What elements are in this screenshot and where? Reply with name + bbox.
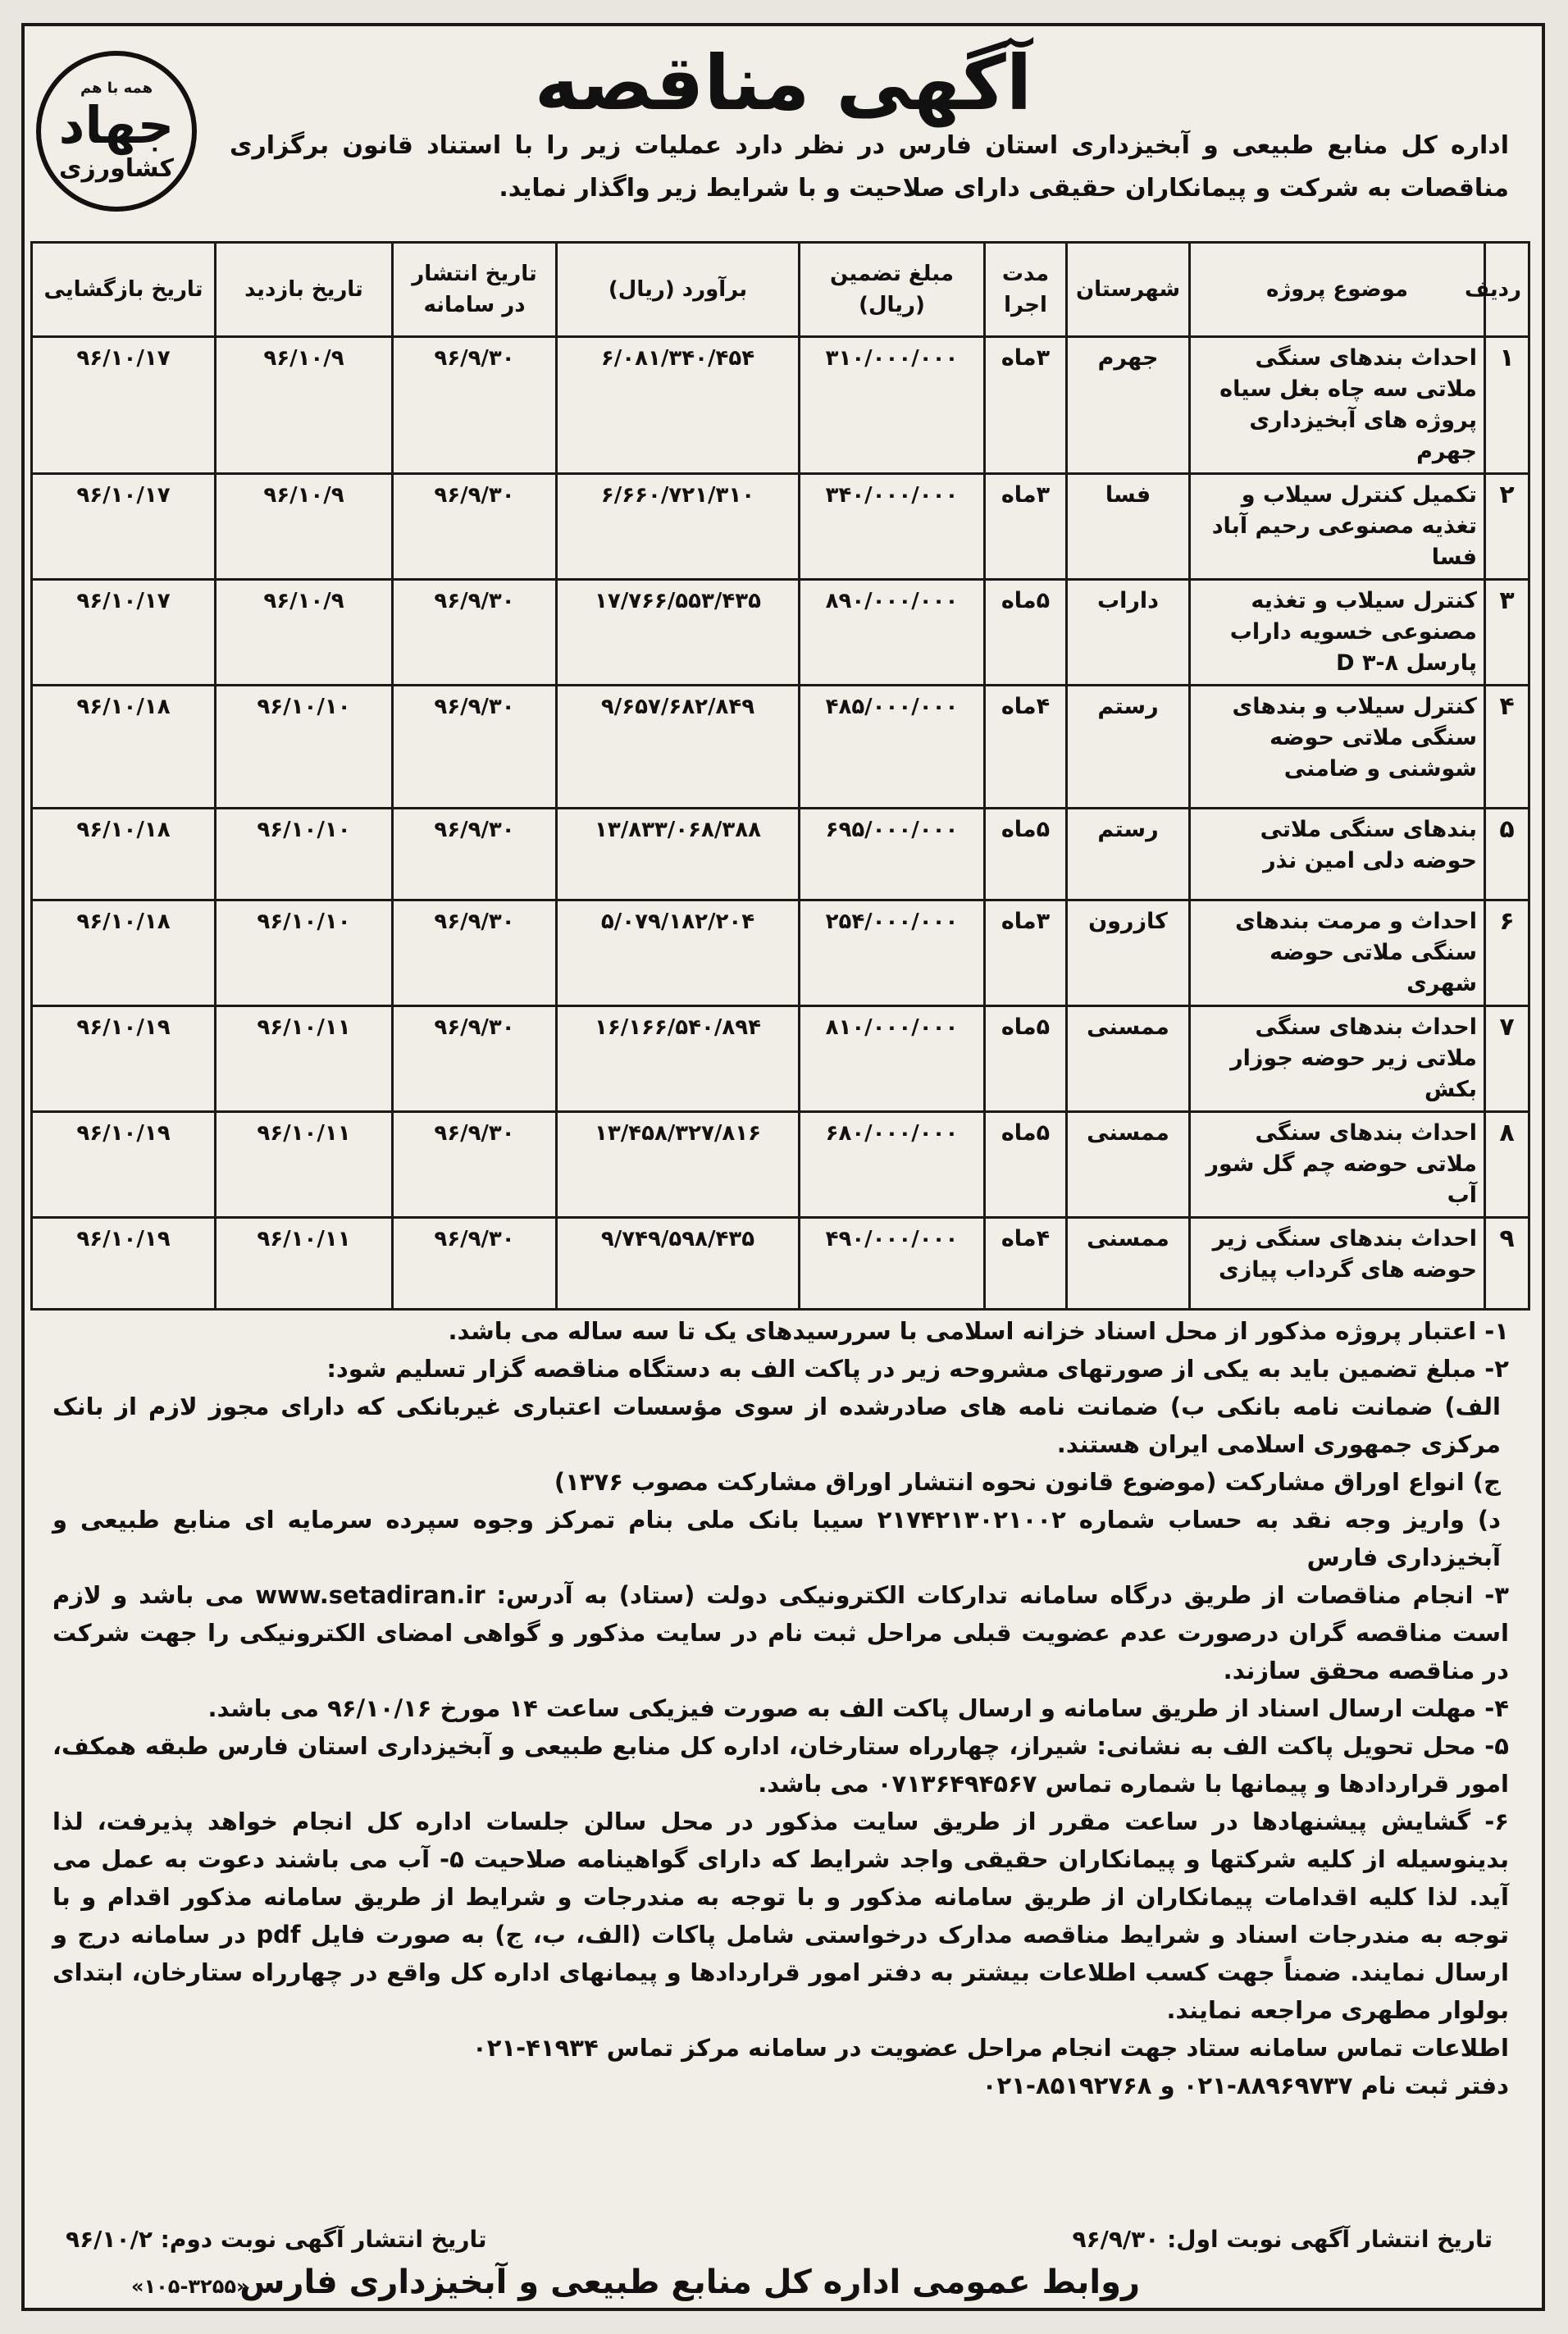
cell-estimate: ۱۶/۱۶۶/۵۴۰/۸۹۴ [557,1006,800,1112]
cell-city: ممسنی [1067,1218,1190,1310]
cell-row-number: ۸ [1485,1112,1529,1218]
cell-opening-date: ۹۶/۱۰/۱۷ [32,337,216,474]
table-row [32,1112,1529,1218]
cell-row-number: ۹ [1485,1218,1529,1310]
intro-paragraph: اداره کل منابع طبیعی و آبخیزداری استان فارس در نظر دارد عملیات زیر را با استناد قانون برگزاری مناقصات به شرکت و پیمانکاران حقیقی دارای صلاحیت و با شرایط زیر واگذار نماید. [230,131,1509,203]
cell-subject: کنترل سیلاب و بندهای سنگی ملاتی حوضه شوشنی و ضامنی [1190,686,1485,809]
cell-publish-date: ۹۶/۹/۳۰ [393,337,557,474]
cell-guarantee: ۸۹۰/۰۰۰/۰۰۰ [800,580,985,686]
cell-row-number: ۳ [1485,580,1529,686]
cell-publish-date: ۹۶/۹/۳۰ [393,686,557,809]
cell-estimate: ۱۷/۷۶۶/۵۵۳/۴۳۵ [557,580,800,686]
cell-estimate: ۵/۰۷۹/۱۸۲/۲۰۴ [557,900,800,1006]
table-row [32,337,1529,474]
cell-visit-date: ۹۶/۱۰/۱۰ [216,809,393,900]
cell-duration: ۵ماه [985,1112,1067,1218]
cell-duration: ۵ماه [985,809,1067,900]
condition-3: ۳- انجام مناقصات از طریق درگاه سامانه تدارکات الکترونیکی دولت (ستاد) به آدرس: www.setadiran.ir می باشد و لازم است مناقصه گران درصورت عدم عضویت قبلی مراحل ثبت نام در سایت مذکور و گواهی امضای الکترونیکی را جهت شرکت در مناقصه محقق سازند. [52,1581,1509,1684]
cell-guarantee: ۴۸۵/۰۰۰/۰۰۰ [800,686,985,809]
header-city: شهرستان [1067,243,1190,337]
cell-estimate: ۶/۰۸۱/۳۴۰/۴۵۴ [557,337,800,474]
cell-estimate: ۶/۶۶۰/۷۲۱/۳۱۰ [557,474,800,580]
notice-code: «۱۰۵-۳۲۵۵» [131,2275,249,2298]
cell-city: داراب [1067,580,1190,686]
cell-city: ممسنی [1067,1112,1190,1218]
cell-estimate: ۱۳/۸۳۳/۰۶۸/۳۸۸ [557,809,800,900]
cell-duration: ۴ماه [985,1218,1067,1310]
cell-publish-date: ۹۶/۹/۳۰ [393,474,557,580]
table-row [32,1218,1529,1310]
cell-opening-date: ۹۶/۱۰/۱۹ [32,1006,216,1112]
header-subject: موضوع پروژه [1190,243,1485,337]
table-row [32,1006,1529,1112]
cell-opening-date: ۹۶/۱۰/۱۹ [32,1218,216,1310]
publish-dates [66,2226,1493,2253]
cell-visit-date: ۹۶/۱۰/۱۰ [216,900,393,1006]
cell-subject: احداث و مرمت بندهای سنگی ملاتی حوضه شهری [1190,900,1485,1006]
cell-row-number: ۱ [1485,337,1529,474]
table-header-row [32,243,1529,337]
condition-2-d: د) واریز وجه نقد به حساب شماره ۲۱۷۴۲۱۳۰۲۱۰۰۲ سیبا بانک ملی بنام تمرکز وجوه سپرده سرمایه ای منابع طبیعی و آبخیزداری فارس [52,1506,1501,1571]
cell-estimate: ۹/۷۴۹/۵۹۸/۴۳۵ [557,1218,800,1310]
tender-notice [21,23,1545,2311]
cell-city: کازرون [1067,900,1190,1006]
cell-opening-date: ۹۶/۱۰/۱۷ [32,580,216,686]
cell-guarantee: ۸۱۰/۰۰۰/۰۰۰ [800,1006,985,1112]
cell-publish-date: ۹۶/۹/۳۰ [393,1218,557,1310]
cell-row-number: ۶ [1485,900,1529,1006]
table-row [32,900,1529,1006]
cell-row-number: ۵ [1485,809,1529,900]
table-row [32,686,1529,809]
cell-city: جهرم [1067,337,1190,474]
condition-2: ۲- مبلغ تضمین باید به یکی از صورتهای مشروحه زیر در پاکت الف به دستگاه مناقصه گزار تسلیم شود: [326,1355,1509,1383]
cell-opening-date: ۹۶/۱۰/۱۷ [32,474,216,580]
condition-2-a: الف) ضمانت نامه بانکی ب) ضمانت نامه های صادرشده از سوی مؤسسات اعتباری غیربانکی که دارای مجوز لازم از بانک مرکزی جمهوری اسلامی ایران هستند. [52,1393,1501,1458]
cell-visit-date: ۹۶/۱۰/۹ [216,580,393,686]
cell-estimate: ۹/۶۵۷/۶۸۲/۸۴۹ [557,686,800,809]
cell-publish-date: ۹۶/۹/۳۰ [393,580,557,686]
cell-guarantee: ۲۵۴/۰۰۰/۰۰۰ [800,900,985,1006]
cell-visit-date: ۹۶/۱۰/۹ [216,474,393,580]
cell-subject: کنترل سیلاب و تغذیه مصنوعی خسویه داراب پارسل D ۳-۸ [1190,580,1485,686]
logo-top-text: همه با هم [80,80,153,97]
cell-opening-date: ۹۶/۱۰/۱۸ [32,900,216,1006]
cell-city: رستم [1067,809,1190,900]
header-opening-date: تاریخ بازگشایی [32,243,216,337]
cell-subject: بندهای سنگی ملاتی حوضه دلی امین نذر [1190,809,1485,900]
cell-opening-date: ۹۶/۱۰/۱۹ [32,1112,216,1218]
notice-title: آگهی مناقصه [534,39,1032,127]
cell-visit-date: ۹۶/۱۰/۱۱ [216,1112,393,1218]
contact-info: اطلاعات تماس سامانه ستاد جهت انجام مراحل عضویت در سامانه مرکز تماس ۴۱۹۳۴-۰۲۱ [472,2034,1509,2062]
header-guarantee: مبلغ تضمین (ریال) [800,243,985,337]
condition-4: ۴- مهلت ارسال اسناد از طریق سامانه و ارسال پاکت الف به صورت فیزیکی ساعت ۱۴ مورخ ۹۶/۱۰/۱۶ می باشد. [207,1694,1509,1722]
condition-5: ۵- محل تحویل پاکت الف به نشانی: شیراز، چهارراه ستارخان، اداره کل منابع طبیعی و آبخیزداری استان فارس طبقه همکف، امور قراردادها و پیمانها با شماره تماس ۰۷۱۳۶۴۹۴۵۶۷ می باشد. [52,1732,1509,1798]
cell-opening-date: ۹۶/۱۰/۱۸ [32,809,216,900]
condition-1: ۱- اعتبار پروژه مذکور از محل اسناد خزانه اسلامی با سررسیدهای یک تا سه ساله می باشد. [448,1317,1509,1345]
cell-row-number: ۴ [1485,686,1529,809]
cell-guarantee: ۶۹۵/۰۰۰/۰۰۰ [800,809,985,900]
header-row-number: ردیف [1485,243,1529,337]
cell-guarantee: ۳۴۰/۰۰۰/۰۰۰ [800,474,985,580]
cell-visit-date: ۹۶/۱۰/۹ [216,337,393,474]
table-row [32,809,1529,900]
header-visit-date: تاریخ بازدید [216,243,393,337]
cell-duration: ۴ماه [985,686,1067,809]
header-duration: مدت اجرا [985,243,1067,337]
cell-subject: تکمیل کنترل سیلاب و تغذیه مصنوعی رحیم آباد فسا [1190,474,1485,580]
cell-city: رستم [1067,686,1190,809]
cell-city: فسا [1067,474,1190,580]
header-estimate: برآورد (ریال) [557,243,800,337]
logo-bottom-text: کشاورزی [59,154,174,183]
cell-opening-date: ۹۶/۱۰/۱۸ [32,686,216,809]
cell-duration: ۳ماه [985,337,1067,474]
condition-6: ۶- گشایش پیشنهادها در ساعت مقرر از طریق سایت مذکور در محل سالن جلسات اداره کل انجام خواهد پذیرفت، لذا بدینوسیله از کلیه شرکتها و پیمانکاران حقیقی واجد شرایط که دارای گواهینامه صلاحیت ۵- آب می باشند دعوت به عمل می آید. لذا کلیه اقدامات پیمانکاران از طریق سامانه مذکور و با توجه به مندرجات و شرایط از طریق سامانه مذکور اقدام و با توجه به مندرجات اسناد و شرایط مناقصه مدارک درخواستی شامل پاکات (الف، ب، ج) به صورت فایل pdf در سامانه درج و ارسال نمایند. ضمناً جهت کسب اطلاعات بیشتر به دفتر امور قراردادها و پیمانهای اداره کل واقع در چهارراه ستارخان، ابتدای بولوار مطهری مراجعه نمایند. [52,1807,1509,2024]
cell-publish-date: ۹۶/۹/۳۰ [393,1006,557,1112]
cell-duration: ۵ماه [985,1006,1067,1112]
cell-visit-date: ۹۶/۱۰/۱۰ [216,686,393,809]
condition-2-c: ج) انواع اوراق مشارکت (موضوع قانون نحوه انتشار اوراق مشارکت مصوب ۱۳۷۶) [554,1468,1501,1496]
cell-guarantee: ۴۹۰/۰۰۰/۰۰۰ [800,1218,985,1310]
cell-duration: ۳ماه [985,474,1067,580]
conditions-section [52,1312,1509,2104]
cell-subject: احداث بندهای سنگی ملاتی زیر حوضه جوزار بکش [1190,1006,1485,1112]
registration-office: دفتر ثبت نام ۸۸۹۶۹۷۳۷-۰۲۱ و ۸۵۱۹۲۷۶۸-۰۲۱ [982,2072,1509,2099]
logo-main-text: جهاد [58,95,175,155]
cell-guarantee: ۳۱۰/۰۰۰/۰۰۰ [800,337,985,474]
public-relations-signature: روابط عمومی اداره کل منابع طبیعی و آبخیزداری فارس [239,2263,1140,2301]
cell-row-number: ۷ [1485,1006,1529,1112]
cell-estimate: ۱۳/۴۵۸/۳۲۷/۸۱۶ [557,1112,800,1218]
cell-duration: ۵ماه [985,580,1067,686]
header-publish-date: تاریخ انتشار در سامانه [393,243,557,337]
cell-subject: احداث بندهای سنگی زیر حوضه های گرداب پیازی [1190,1218,1485,1310]
cell-publish-date: ۹۶/۹/۳۰ [393,1112,557,1218]
cell-duration: ۳ماه [985,900,1067,1006]
cell-publish-date: ۹۶/۹/۳۰ [393,900,557,1006]
cell-row-number: ۲ [1485,474,1529,580]
second-publish-date: تاریخ انتشار آگهی نوبت دوم: ۹۶/۱۰/۲ [66,2226,487,2253]
first-publish-date: تاریخ انتشار آگهی نوبت اول: ۹۶/۹/۳۰ [1072,2226,1493,2253]
cell-visit-date: ۹۶/۱۰/۱۱ [216,1006,393,1112]
cell-city: ممسنی [1067,1006,1190,1112]
cell-publish-date: ۹۶/۹/۳۰ [393,809,557,900]
cell-subject: احداث بندهای سنگی ملاتی حوضه چم گل شور آب [1190,1112,1485,1218]
table-row [32,474,1529,580]
cell-guarantee: ۶۸۰/۰۰۰/۰۰۰ [800,1112,985,1218]
cell-subject: احداث بندهای سنگی ملاتی سه چاه بغل سیاه پروژه های آبخیزداری جهرم [1190,337,1485,474]
tender-table [30,241,1530,1311]
table-row [32,580,1529,686]
cell-visit-date: ۹۶/۱۰/۱۱ [216,1218,393,1310]
